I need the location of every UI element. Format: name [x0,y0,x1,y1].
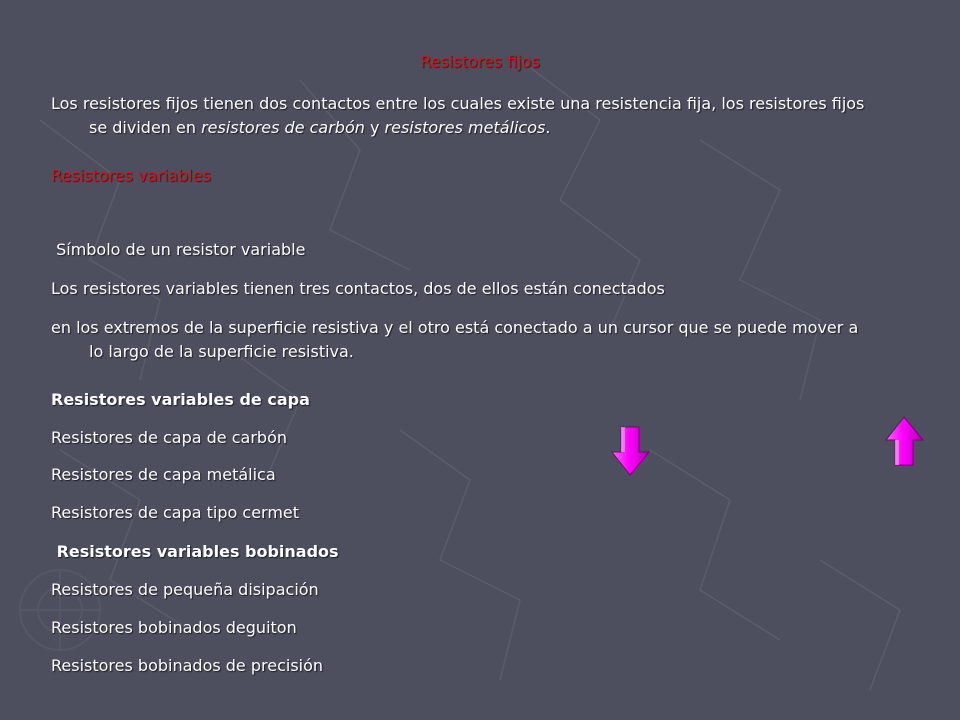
arrow-down-icon[interactable] [611,426,651,476]
variable-resistors-description: Los resistores variables tienen tres contactos, dos de ellos están conectados [51,279,665,298]
variable-resistor-symbol-caption: Símbolo de un resistor variable [51,240,306,259]
fixed-resistors-heading: Resistores fijos [420,52,540,71]
fixed-paragraph-line2 [51,116,897,140]
variable-detail-line2: lo largo de la superficie resistiva. [89,342,354,361]
capa-item-cermet: Resistores de capa tipo cermet [51,503,300,522]
arrow-up-icon[interactable] [885,416,925,466]
fixed-paragraph-pre: se dividen en [89,118,196,137]
bobinados-item-deguiton: Resistores bobinados deguiton [51,618,297,637]
fixed-paragraph-and: y [369,118,380,137]
fixed-resistors-paragraph [51,92,897,140]
capa-resistors-heading: Resistores variables de capa [51,390,310,409]
capa-item-metal: Resistores de capa metálica [51,465,276,484]
fixed-paragraph-end: . [545,118,551,137]
variable-resistors-heading: Resistores variables [51,166,211,185]
bobinados-item-small: Resistores de pequeña disipación [51,580,319,599]
bobinados-item-precision: Resistores bobinados de precisión [51,656,324,675]
variable-detail-line1: en los extremos de la superficie resistiva y el otro está conectado a un cursor que se puede mover a [51,318,859,337]
metal-resistors-term: resistores metálicos [384,118,546,137]
fixed-paragraph-line1: Los resistores fijos tienen dos contactos entre los cuales existe una resistencia fija, los resistores fijos [51,94,865,113]
variable-resistors-detail [51,316,897,364]
bobinados-resistors-heading: Resistores variables bobinados [51,542,339,561]
carbon-resistors-term: resistores de carbón [201,118,365,137]
capa-item-carbon: Resistores de capa de carbón [51,428,287,447]
